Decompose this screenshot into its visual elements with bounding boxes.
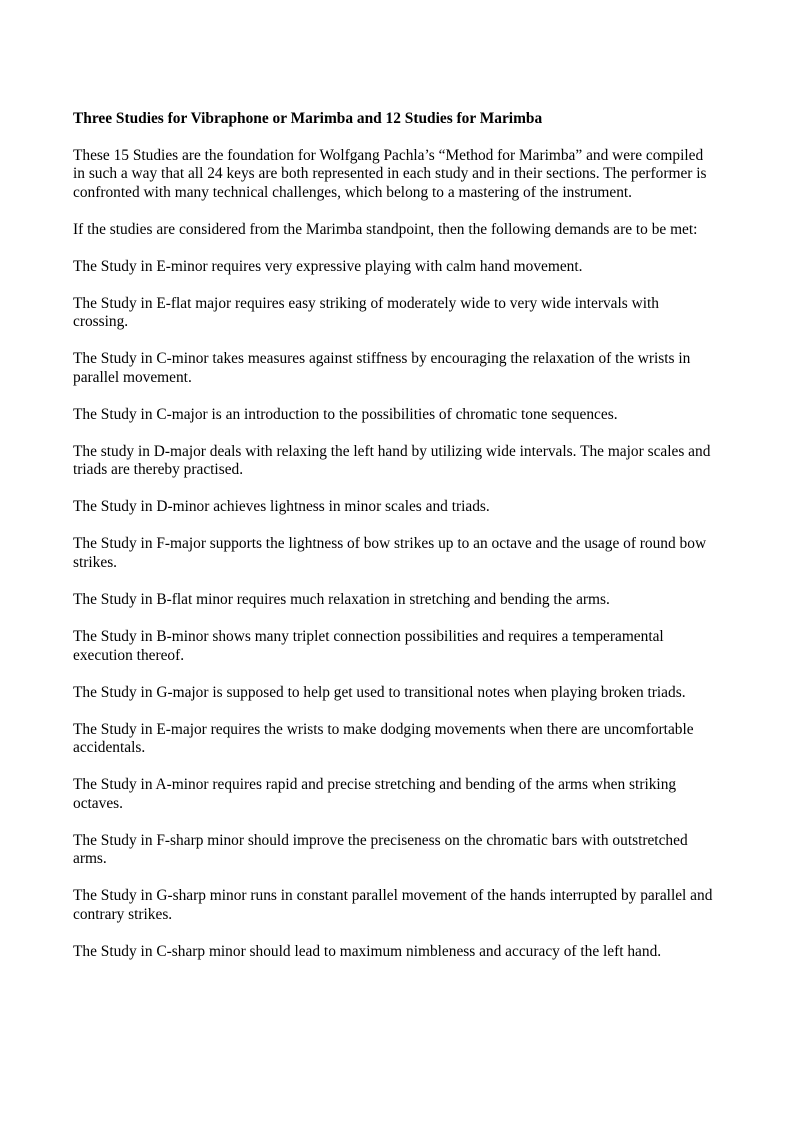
study-f-major: The Study in F-major supports the lightness of bow strikes up to an octave and the usage of round bow strikes. — [73, 535, 707, 572]
study-a-minor: The Study in A-minor requires rapid and precise stretching and bending of the arms when striking octaves. — [73, 776, 677, 812]
study-c-minor: The Study in C-minor takes measures against stiffness by encouraging the relaxation of the wrists in parallel movement. — [73, 350, 691, 386]
study-c-sharp-minor: The Study in C-sharp minor should lead to maximum nimbleness and accuracy of the left hand. — [73, 942, 662, 960]
study-b-flat-minor: The Study in B-flat minor requires much relaxation in stretching and bending the arms. — [73, 591, 610, 609]
study-e-major: The Study in E-major requires the wrists to make dodging movements when there are uncomfortable accidentals. — [73, 720, 694, 757]
study-e-flat-major: The Study in E-flat major requires easy striking of moderately wide to very wide intervals with crossing. — [73, 294, 659, 331]
document-title: Three Studies for Vibraphone or Marimba and 12 Studies for Marimba — [73, 110, 543, 127]
study-g-sharp-minor: The Study in G-sharp minor runs in constant parallel movement of the hands interrupted by parallel and contrary strikes. — [73, 887, 713, 923]
study-e-minor: The Study in E-minor requires very expressive playing with calm hand movement. — [73, 257, 583, 275]
document-page — [73, 110, 713, 980]
study-d-minor: The Study in D-minor achieves lightness in minor scales and triads. — [73, 498, 490, 516]
study-f-sharp-minor: The Study in F-sharp minor should improve the preciseness on the chromatic bars with outstretched arms. — [73, 831, 688, 868]
study-c-major: The Study in C-major is an introduction to the possibilities of chromatic tone sequences. — [73, 405, 618, 423]
demands-paragraph: If the studies are considered from the Marimba standpoint, then the following demands are to be met: — [73, 220, 698, 238]
study-d-major: The study in D-major deals with relaxing the left hand by utilizing wide intervals. The major scales and triads are thereby practised. — [73, 442, 711, 479]
study-g-major: The Study in G-major is supposed to help get used to transitional notes when playing broken triads. — [73, 683, 686, 701]
study-b-minor: The Study in B-minor shows many triplet connection possibilities and requires a temperamental execution thereof. — [73, 628, 664, 664]
intro-paragraph: These 15 Studies are the foundation for Wolfgang Pachla’s “Method for Marimba” and were compiled in such a way that all 24 keys are both represented in each study and in their sections. The performer is confronted with many technical challenges, which belong to a mastering of the instrument. — [73, 146, 707, 201]
